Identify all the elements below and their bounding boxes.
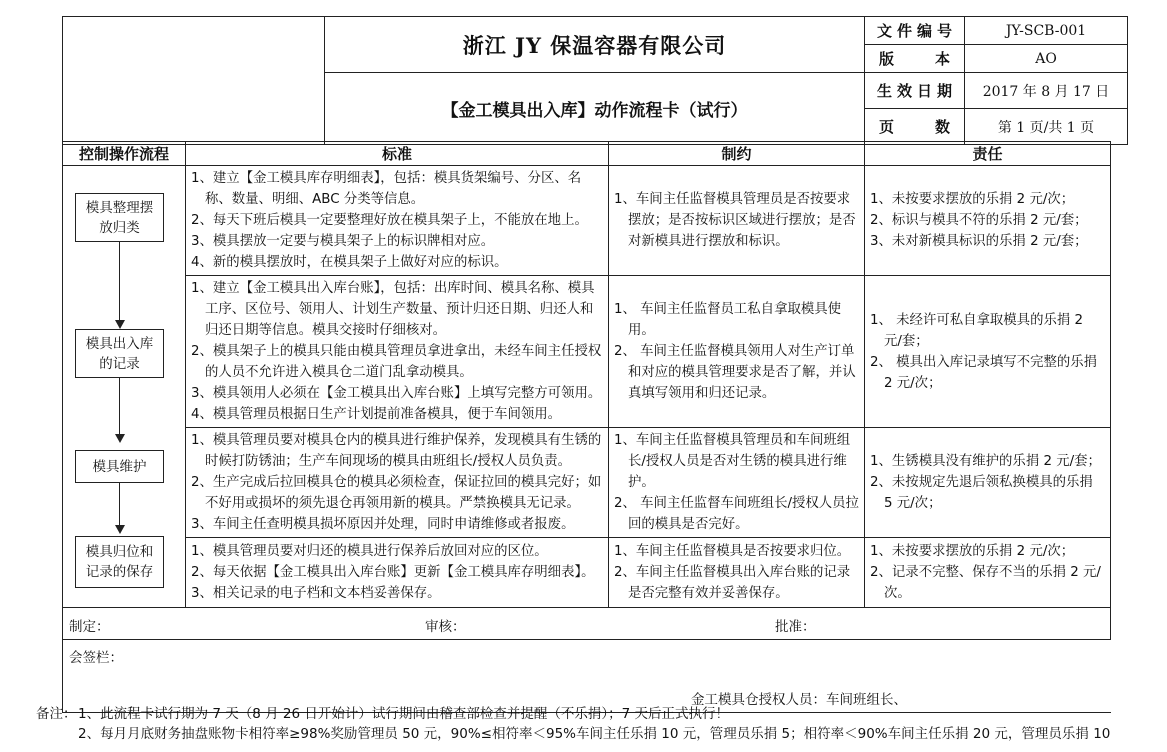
header-table — [62, 16, 1128, 145]
authorized-text: 金工模具仓授权人员：车间班组长、 — [691, 692, 907, 708]
note-line-1: 1、此流程卡试行期为 7 天（8 月 26 日开始计）试行期间由稽查部检查并提醒（不乐捐）；7 天后正式执行！ — [78, 706, 730, 722]
standard-item: 1、模具管理员要对模具仓内的模具进行维护保养，发现模具有生锈的时候打防锈油；生产车间现场的模具由班组长/授权人员负责。 — [191, 433, 602, 469]
col-header-constraint: 制约 — [609, 142, 865, 166]
version-label — [865, 45, 965, 73]
standard-item: 4、模具管理员根据日生产计划提前准备模具，便于车间领用。 — [191, 407, 562, 422]
flow-step-organize: 模具整理摆放归类 — [75, 193, 164, 242]
responsibility-item: 2、未按规定先退后领私换模具的乐捐 5 元/次； — [870, 475, 1093, 511]
responsibility-item: 3、未对新模具标识的乐捐 2 元/套； — [870, 234, 1088, 249]
label-char: 页 — [879, 118, 895, 136]
flow-connector — [119, 378, 120, 436]
constraint-item: 1、车间主任监督模具管理员和车间班组长/授权人员是否对生锈的模具进行维护。 — [614, 433, 851, 490]
standard-item: 1、建立【金工模具库存明细表】，包括：模具货架编号、分区、名称、数量、明细、ABC 分类等信息。 — [191, 171, 582, 207]
version-value: AO — [965, 45, 1128, 73]
version-label-text — [865, 48, 964, 69]
standard-item: 2、每天依据【金工模具出入库台账】更新【金工模具库存明细表】。 — [191, 565, 595, 580]
label-char: 版 — [879, 50, 895, 68]
standard-item: 3、相关记录的电子档和文本档妥善保存。 — [191, 586, 441, 601]
standard-item: 2、模具架子上的模具只能由模具管理员拿进拿出，未经车间主任授权的人员不允许进入模具仓二道门乱拿动模具。 — [191, 344, 602, 380]
label-char: 号 — [936, 22, 952, 40]
label-char: 日 — [916, 82, 932, 100]
label-char: 数 — [934, 118, 950, 136]
pages-value: 第 1 页/共 1 页 — [965, 109, 1128, 145]
approved-by-label: 批准： — [775, 619, 816, 635]
process-table — [62, 141, 1111, 713]
standard-item: 2、生产完成后拉回模具仓的模具必须检查，保证拉回的模具完好；如不好用或损坏的须先退仓再领用新的模具。严禁换模具无记录。 — [191, 475, 602, 511]
standard-item: 1、建立【金工模具出入库台账】，包括：出库时间、模具名称、模具工序、区位号、领用人、计划生产数量、预计归还日期、归还人和归还日期等信息。模具交接时仔细核对。 — [191, 281, 595, 338]
constraint-item: 2、车间主任监督模具出入库台账的记录是否完整有效并妥善保存。 — [614, 565, 851, 601]
doc-no-label-text — [865, 20, 964, 41]
label-char: 编 — [916, 22, 932, 40]
constraint-cell — [609, 166, 865, 276]
label-char: 生 — [877, 82, 893, 100]
label-char: 期 — [936, 82, 952, 100]
constraint-item: 1、车间主任监督模具是否按要求归位。 — [614, 544, 851, 559]
responsibility-item: 1、生锈模具没有维护的乐捐 2 元/套； — [870, 454, 1101, 469]
logo-blank-cell — [63, 17, 325, 145]
standard-cell — [186, 166, 609, 276]
responsibility-cell — [865, 276, 1111, 428]
responsibility-item: 2、 模具出入库记录填写不完整的乐捐 2 元/次； — [870, 354, 1098, 391]
flow-step-return: 模具归位和记录的保存 — [75, 536, 164, 588]
standard-item: 3、车间主任查明模具损坏原因并处理，同时申请维修或者报废。 — [191, 517, 575, 532]
responsibility-cell — [865, 166, 1111, 276]
standard-item: 3、模具领用人必须在【金工模具出入库台账】上填写完整方可领用。 — [191, 386, 602, 401]
constraint-item: 1、车间主任监督模具管理员是否按要求摆放；是否按标识区域进行摆放；是否对新模具进行摆放和标识。 — [614, 192, 856, 249]
responsibility-item: 1、未按要求摆放的乐捐 2 元/次； — [870, 544, 1075, 559]
standard-item: 1、模具管理员要对归还的模具进行保养后放回对应的区位。 — [191, 544, 548, 559]
effective-date-value: 2017 年 8 月 17 日 — [965, 73, 1128, 109]
responsibility-cell — [865, 538, 1111, 608]
effective-label-text — [865, 80, 964, 101]
company-name: 浙江 JY 保温容器有限公司 — [325, 17, 865, 73]
notes-label: 备注： — [36, 706, 77, 722]
label-char: 效 — [896, 82, 912, 100]
table-row — [63, 428, 1111, 538]
pages-label-text — [865, 116, 964, 137]
col-header-responsibility: 责任 — [865, 142, 1111, 166]
standard-item: 4、新的模具摆放时，在模具架子上做好对应的标识。 — [191, 255, 508, 270]
responsibility-cell — [865, 428, 1111, 538]
flow-step-record: 模具出入库的记录 — [75, 329, 164, 378]
made-by-label: 制定： — [69, 619, 110, 635]
standard-item: 3、模具摆放一定要与模具架子上的标识牌相对应。 — [191, 234, 495, 249]
responsibility-item: 1、未按要求摆放的乐捐 2 元/次； — [870, 192, 1075, 207]
card-title: 【金工模具出入库】动作流程卡（试行） — [325, 73, 865, 145]
flow-connector — [119, 483, 120, 527]
constraint-cell — [609, 428, 865, 538]
constraint-cell — [609, 538, 865, 608]
standard-cell — [186, 276, 609, 428]
note-line-2: 2、每月月底财务抽盘账物卡相符率≥98%奖励管理员 50 元，90%≤相符率＜95%车间主任乐捐 10 元，管理员乐捐 5；相符率＜90%车间主任乐捐 20 元，管理员乐捐 10 — [78, 726, 1111, 742]
doc-no-value: JY-SCB-001 — [965, 17, 1128, 45]
standard-cell — [186, 538, 609, 608]
doc-no-label — [865, 17, 965, 45]
constraint-item: 1、 车间主任监督员工私自拿取模具使用。 — [614, 302, 842, 338]
label-char: 本 — [934, 50, 950, 68]
label-char: 件 — [896, 22, 912, 40]
responsibility-item: 1、 未经许可私自拿取模具的乐捐 2 元/套； — [870, 312, 1084, 349]
table-row — [63, 166, 1111, 276]
col-header-standard: 标准 — [186, 142, 609, 166]
constraint-item: 2、 车间主任监督车间班组长/授权人员拉回的模具是否完好。 — [614, 496, 859, 532]
responsibility-item: 2、记录不完整、保存不当的乐捐 2 元/次。 — [870, 565, 1101, 601]
arrow-down-icon — [115, 525, 125, 534]
flow-step-maintain: 模具维护 — [75, 450, 164, 483]
standard-cell — [186, 428, 609, 538]
reviewed-by-label: 审核： — [425, 619, 466, 635]
responsibility-item: 2、标识与模具不符的乐捐 2 元/套； — [870, 213, 1088, 228]
standard-item: 2、每天下班后模具一定要整理好放在模具架子上，不能放在地上。 — [191, 213, 588, 228]
arrow-down-icon — [115, 434, 125, 443]
signoff-row — [63, 608, 1111, 640]
table-row — [63, 276, 1111, 428]
arrow-down-icon — [115, 320, 125, 329]
table-row — [63, 538, 1111, 608]
signoff-cell — [63, 608, 1111, 640]
label-char: 文 — [877, 22, 893, 40]
effective-date-label — [865, 73, 965, 109]
pages-label — [865, 109, 965, 145]
col-header-flow: 控制操作流程 — [63, 142, 186, 166]
flow-connector — [119, 242, 120, 322]
countersign-label: 会签栏： — [69, 650, 123, 666]
constraint-cell — [609, 276, 865, 428]
constraint-item: 2、 车间主任监督模具领用人对生产订单和对应的模具管理要求是否了解，并认真填写领用和归还记录。 — [614, 344, 856, 401]
